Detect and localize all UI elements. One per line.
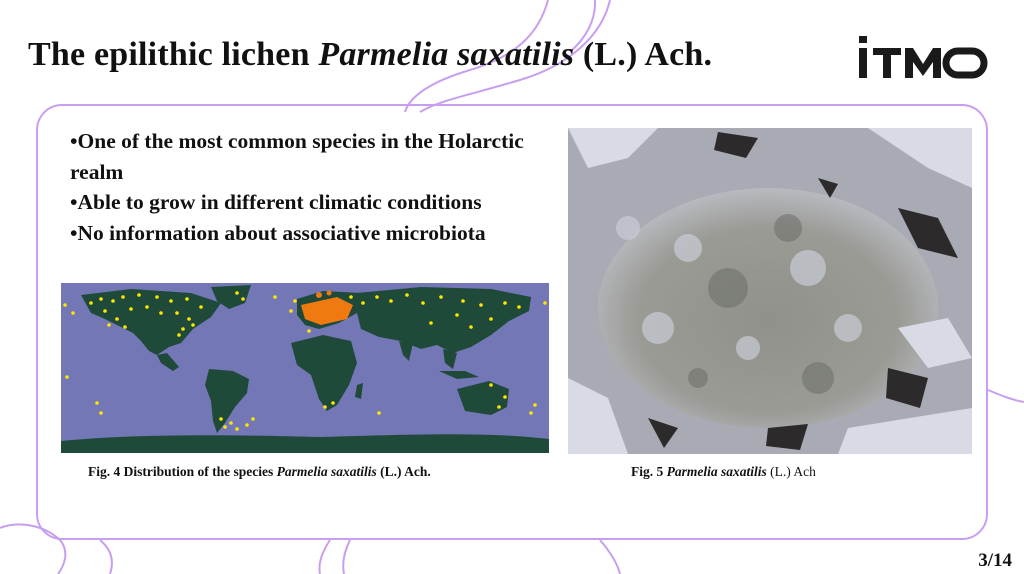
slide-title: The epilithic lichen Parmelia saxatilis (L.) Ach.	[28, 36, 713, 73]
fig4-caption: Fig. 4 Distribution of the species Parmelia saxatilis (L.) Ach.	[88, 464, 431, 479]
distribution-map	[61, 283, 549, 453]
fig5-caption: Fig. 5 Parmelia saxatilis (L.) Ach	[631, 464, 816, 479]
title-species: Parmelia saxatilis	[318, 36, 575, 73]
bullet-list	[70, 126, 570, 248]
bullet-item: •One of the most common species in the Holarctic realm	[70, 129, 524, 184]
page-number: 3/14	[978, 550, 1012, 571]
lichen-photo	[568, 128, 972, 454]
bullet-item: •No information about associative microbiota	[70, 220, 486, 245]
bullet-item: •Able to grow in different climatic conditions	[70, 190, 482, 214]
itmo-logo	[855, 34, 995, 84]
